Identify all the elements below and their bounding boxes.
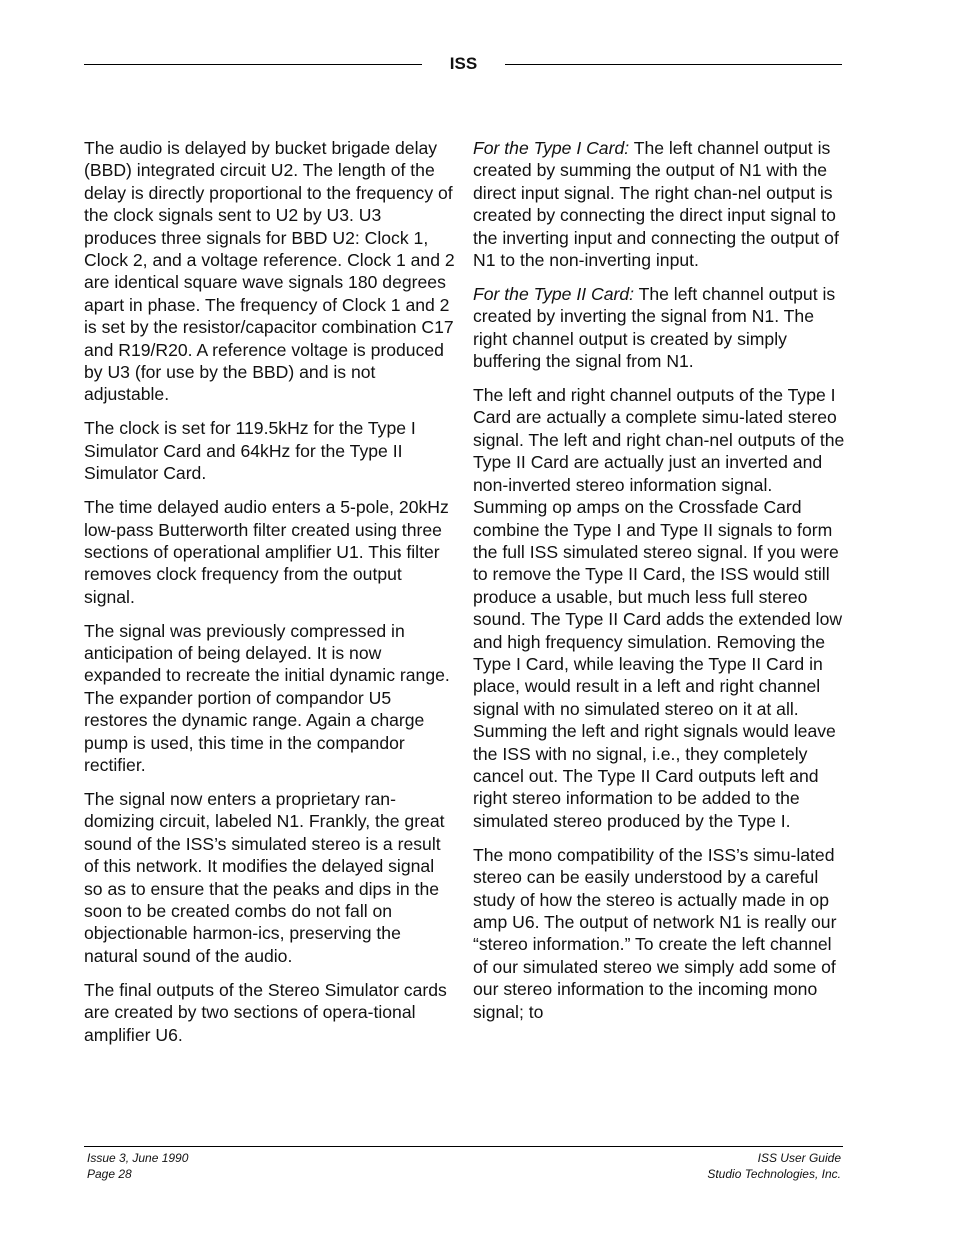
paragraph-type2-card [473, 283, 845, 373]
paragraph-channel-outputs: The left and right channel outputs of the Type I Card are actually a complete simu-lated stereo signal. The left and right chan-nel outputs of the Type II Card are actually just an inverted and non-inverted stereo information signal. Summing op amps on the Crossfade Card combine the Type I and Type II signals to form the full ISS simulated stereo signal. If you were to remove the Type II Card, the ISS would still produce a usable, but much less full stereo sound. The Type II Card adds the extended low and high frequency simulation. Removing the Type I Card, while leaving the Type II Card in place, would result in a left and right channel signal with no simulated stereo on it at all. Summing the left and right signals would leave the ISS with no signal, i.e., they completely cancel out. The Type II Card outputs left and right stereo information to be added to the simulated stereo produced by the Type I. [473, 385, 845, 831]
footer-guide-title: ISS User Guide [757, 1151, 841, 1165]
footer-company: Studio Technologies, Inc. [707, 1167, 841, 1181]
paragraph-final-outputs: The final outputs of the Stereo Simulator cards are created by two sections of opera-tional amplifier U6. [84, 979, 447, 1045]
page-header-title: ISS [449, 54, 478, 73]
type1-label: For the Type I Card: [473, 138, 630, 158]
paragraph-bbd-delay: The audio is delayed by bucket brigade delay (BBD) integrated circuit U2. The length of the delay is directly proportional to the frequency of the clock signals sent to U2 by U3. U3 produces three signals for BBD U2: Clock 1, Clock 2, and a voltage reference. Clock 1 and 2 are identical square wave signals 180 degrees apart in phase. The frequency of Clock 1 and 2 is set by the resistor/capacitor combination C17 and R19/R20. A reference voltage is produced by U3 (for use by the BBD) and is not adjustable. [84, 138, 455, 405]
paragraph-type1-card [473, 137, 845, 271]
paragraph-mono-compatibility: The mono compatibility of the ISS’s simu-lated stereo can be easily understood by a careful study of how the stereo is actually made in op amp U6. The output of network N1 is really our “stereo information.” To create the left channel of our simulated stereo we simply add some of our stereo information to the incoming mono signal; to [473, 844, 837, 1022]
paragraph-lowpass-filter: The time delayed audio enters a 5-pole, 20kHz low-pass Butterworth filter created using three sections of operational amplifier U1. This filter removes clock frequency from the output signal. [84, 497, 449, 607]
type1-text: The left channel output is created by summing the output of N1 with the direct input signal. The right chan-nel output is created by connecting the direct input signal to the inverting input and connecting the output of N1 to the non-inverting input. [473, 138, 839, 271]
right-column [473, 137, 845, 1034]
type2-text: The left channel output is created by inverting the signal from N1. The right channel output is created by simply buffering the signal from N1. [473, 283, 836, 372]
paragraph-expander: The signal was previously compressed in anticipation of being delayed. It is now expanded to recreate the initial dynamic range. The expander portion of compandor U5 restores the dynamic range. Again a charge pump is used, this time in the compandor rectifier. [84, 620, 450, 776]
footer-issue: Issue 3, June 1990 [87, 1151, 189, 1165]
paragraph-clock-rate: The clock is set for 119.5kHz for the Type I Simulator Card and 64kHz for the Type II Simulator Card. [84, 418, 416, 484]
paragraph-randomizing-circuit: The signal now enters a proprietary ran-domizing circuit, labeled N1. Frankly, the great sound of the ISS’s simulated stereo is a result of this network. It modifies the delayed signal so as to ensure that the peaks and dips in the soon to be created combs do not fall on objectionable harmon-ics, preserving the natural sound of the audio. [84, 788, 445, 966]
type2-label: For the Type II Card: [473, 283, 635, 304]
footer-right [707, 1150, 841, 1182]
header-rule-left [84, 64, 422, 65]
footer-rule [84, 1146, 843, 1147]
footer-left [87, 1150, 188, 1182]
header-rule-right [505, 64, 842, 65]
footer-page-number: Page 28 [87, 1167, 132, 1181]
left-column [84, 137, 456, 1057]
